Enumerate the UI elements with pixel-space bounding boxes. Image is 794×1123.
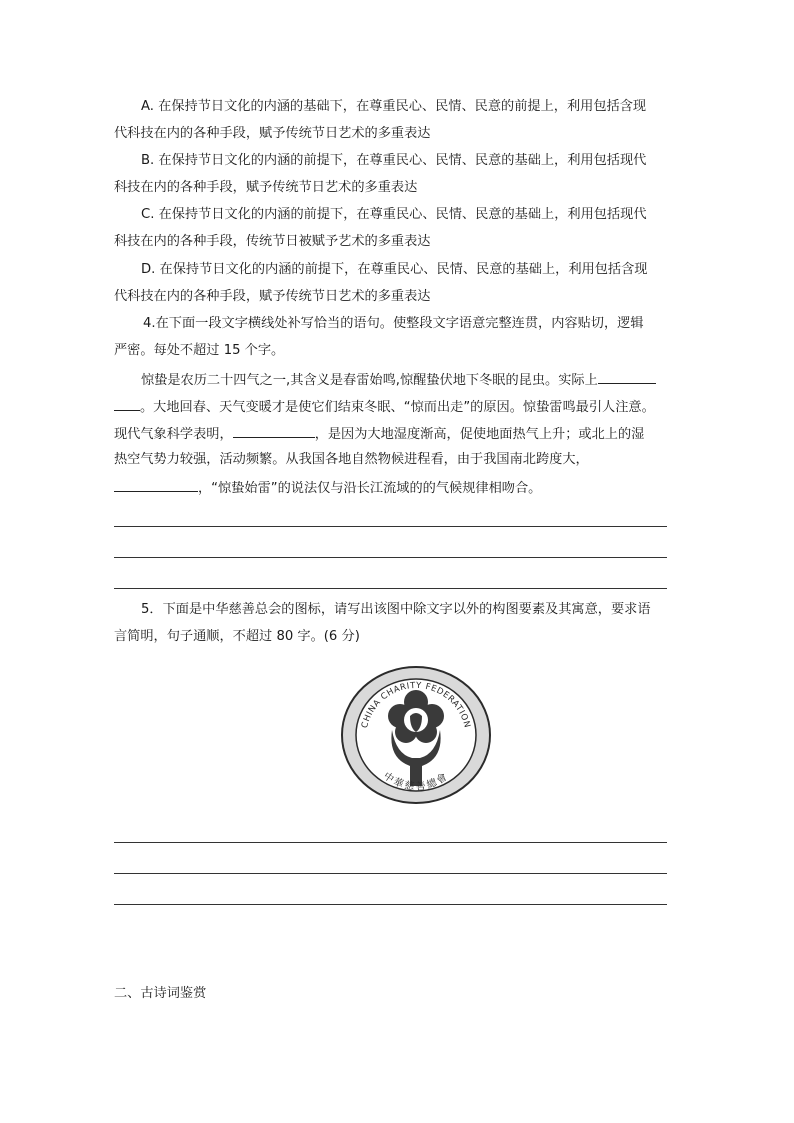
q4-para-text1: 惊蛰是农历二十四气之一,其含义是春雷始鸣,惊醒蛰伏地下冬眠的昆虫。实际上 — [141, 373, 598, 388]
q5-answer-line-3[interactable] — [114, 904, 667, 905]
china-charity-federation-logo — [340, 666, 492, 804]
q5-answer-line-2[interactable] — [114, 873, 667, 874]
q4-para-text3a: 现代气象科学表明， — [114, 427, 233, 442]
q4-answer-line-1[interactable] — [114, 526, 667, 527]
section-heading: 二、古诗词鉴赏 — [114, 986, 207, 1001]
option-c-line2: 科技在内的各种手段，传统节日被赋予艺术的多重表达 — [114, 234, 431, 249]
option-d-line2: 代科技在内的各种手段，赋予传统节日艺术的多重表达 — [114, 289, 431, 304]
logo-chinese-text: 中華慈善總會 — [381, 770, 451, 793]
q4-prompt-line1: 4.在下面一段文字横线处补写恰当的语句。使整段文字语意完整连贯，内容贴切，逻辑 — [143, 316, 644, 331]
q4-para-line4: 热空气势力较强，活动频繁。从我国各地自然物候进程看，由于我国南北跨度大， — [114, 452, 589, 467]
option-d-line1: D. 在保持节日文化的内涵的前提下，在尊重民心、民情、民意的基础上，利用包括含现 — [141, 262, 648, 277]
answer-blank-1a[interactable] — [598, 369, 656, 384]
q4-para-line1 — [141, 369, 656, 391]
q5-prompt-line1: 5．下面是中华慈善总会的图标，请写出该图中除文字以外的构图要素及其寓意，要求语 — [141, 602, 651, 617]
q4-prompt-line2: 严密。每处不超过 15 个字。 — [114, 343, 285, 358]
q4-answer-line-3[interactable] — [114, 588, 667, 589]
q4-para-text5: ，“惊蛰始雷”的说法仅与沿长江流域的的气候规律相吻合。 — [198, 481, 542, 496]
q4-para-line3 — [114, 423, 644, 445]
q4-para-text2: 。大地回春、天气变暖才是使它们结束冬眠、“惊而出走”的原因。惊蛰雷鸣最引人注意。 — [140, 400, 655, 415]
option-c-line1: C. 在保持节日文化的内涵的前提下，在尊重民心、民情、民意的基础上，利用包括现代 — [141, 207, 647, 222]
answer-blank-2[interactable] — [233, 423, 315, 438]
q4-para-line2 — [114, 396, 655, 418]
q5-answer-line-1[interactable] — [114, 842, 667, 843]
logo-english-text: CHINA CHARITY FEDERATION — [360, 680, 472, 730]
q4-para-line5 — [114, 477, 541, 499]
option-b-line2: 科技在内的各种手段，赋予传统节日艺术的多重表达 — [114, 180, 418, 195]
q5-prompt-line2: 言简明，句子通顺，不超过 80 字。(6 分) — [114, 629, 360, 644]
option-a-line2: 代科技在内的各种手段，赋予传统节日艺术的多重表达 — [114, 126, 431, 141]
option-b-line1: B. 在保持节日文化的内涵的前提下，在尊重民心、民情、民意的基础上，利用包括现代 — [141, 153, 647, 168]
q4-para-text3b: ，是因为大地湿度渐高，促使地面热气上升；或北上的湿 — [314, 427, 645, 442]
q4-answer-line-2[interactable] — [114, 557, 667, 558]
answer-blank-3[interactable] — [114, 477, 198, 492]
answer-blank-1b[interactable] — [114, 396, 140, 411]
option-a-line1: A. 在保持节日文化的内涵的基础下，在尊重民心、民情、民意的前提上，利用包括含现 — [141, 99, 647, 114]
